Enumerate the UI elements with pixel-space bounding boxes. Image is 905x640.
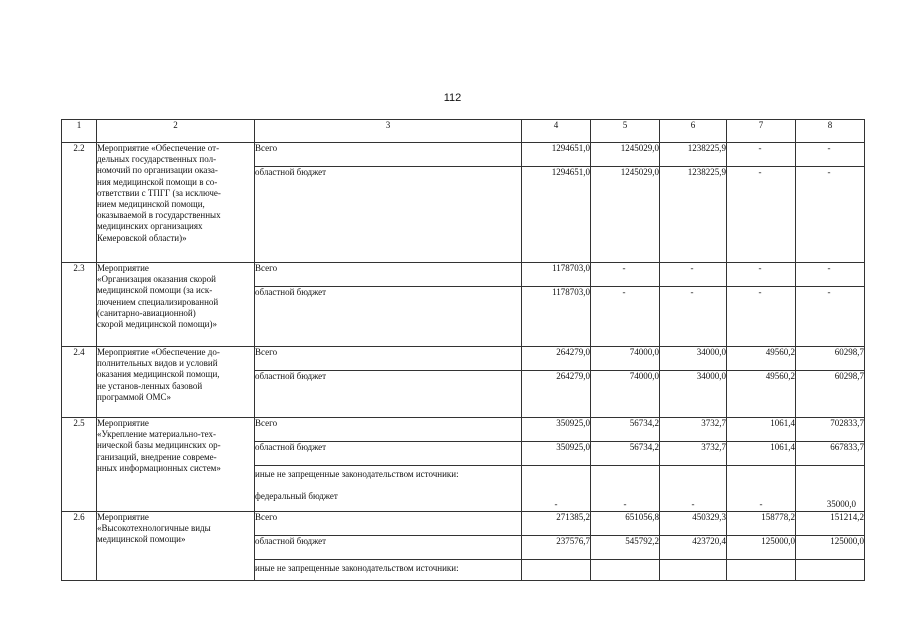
value-cell: 1178703,0: [522, 263, 591, 287]
row-number: 2.2: [62, 143, 97, 263]
row-number: 2.6: [62, 512, 97, 581]
value-cell: 1061,4: [727, 442, 796, 466]
budget-table: [61, 119, 865, 581]
value-cell: [522, 560, 591, 581]
funding-source: Всего: [255, 347, 522, 371]
value-cell: -: [660, 466, 727, 512]
value-cell: 60298,7: [796, 371, 865, 418]
value-cell: [796, 560, 865, 581]
value-cell: [660, 560, 727, 581]
funding-source: Всего: [255, 418, 522, 442]
column-header: 7: [727, 120, 796, 143]
value-cell: -: [727, 263, 796, 287]
header-row: [62, 120, 865, 143]
value-cell: -: [727, 466, 796, 512]
value-cell: 125000,0: [796, 536, 865, 560]
value-cell: 60298,7: [796, 347, 865, 371]
measure-description: Мероприятие «Обеспечение до- полнительных видов и условий оказания медицинской помощи, не установ-ленных базовой программой ОМС»: [97, 347, 255, 418]
page-number: 112: [443, 92, 462, 104]
column-header: 8: [796, 120, 865, 143]
value-cell: -: [796, 167, 865, 263]
funding-source: [255, 466, 522, 512]
funding-source: иные не запрещенные законодательством источники:: [255, 560, 522, 581]
value-cell: 158778,2: [727, 512, 796, 536]
funding-source: областной бюджет: [255, 442, 522, 466]
value-cell: 35000,0: [796, 466, 865, 512]
value-cell: -: [727, 143, 796, 167]
value-cell: 151214,2: [796, 512, 865, 536]
funding-source-label: иные не запрещенные законодательством источники:: [255, 469, 459, 479]
value-cell: -: [796, 263, 865, 287]
value-cell: 56734,2: [591, 418, 660, 442]
value-cell: -: [522, 466, 591, 512]
measure-description: Мероприятие «Обеспечение от- дельных государственных пол- номочий по организации оказа- ния медицинской помощи в со- ответствии с ТПГГ (за исключе- нием медицинской помощи, оказываемой в государственных медицинских организациях Кемеровской области)»: [97, 143, 255, 263]
table-row: [62, 263, 865, 287]
value-cell: 125000,0: [727, 536, 796, 560]
value-cell: -: [591, 287, 660, 347]
value-cell: 651056,8: [591, 512, 660, 536]
value-cell: 1238225,9: [660, 143, 727, 167]
row-number: 2.5: [62, 418, 97, 512]
value-cell: -: [796, 287, 865, 347]
value-cell: 34000,0: [660, 347, 727, 371]
value-cell: -: [660, 263, 727, 287]
funding-source: областной бюджет: [255, 287, 522, 347]
table-row: [62, 418, 865, 442]
value-cell: 545792,2: [591, 536, 660, 560]
funding-source: областной бюджет: [255, 371, 522, 418]
value-cell: 1238225,9: [660, 167, 727, 263]
funding-source-sub: федеральный бюджет: [255, 491, 338, 502]
value-cell: -: [591, 466, 660, 512]
value-cell: 423720,4: [660, 536, 727, 560]
value-cell: 264279,0: [522, 347, 591, 371]
value-cell: 49560,2: [727, 371, 796, 418]
value-cell: 350925,0: [522, 418, 591, 442]
value-cell: [591, 560, 660, 581]
column-header: 3: [255, 120, 522, 143]
column-header: 1: [62, 120, 97, 143]
table-row: [62, 347, 865, 371]
value-cell: 1178703,0: [522, 287, 591, 347]
value-cell: [727, 560, 796, 581]
value-cell: 350925,0: [522, 442, 591, 466]
value-cell: 1294651,0: [522, 167, 591, 263]
column-header: 6: [660, 120, 727, 143]
column-header: 2: [97, 120, 255, 143]
row-number: 2.4: [62, 347, 97, 418]
value-cell: 49560,2: [727, 347, 796, 371]
value-cell: 1245029,0: [591, 143, 660, 167]
measure-description: Мероприятие «Высокотехнологичные виды медицинской помощи»: [97, 512, 255, 581]
value-cell: 237576,7: [522, 536, 591, 560]
value-cell: 74000,0: [591, 347, 660, 371]
value-cell: 3732,7: [660, 442, 727, 466]
funding-source: Всего: [255, 263, 522, 287]
value-cell: 74000,0: [591, 371, 660, 418]
funding-source: Всего: [255, 143, 522, 167]
measure-description: Мероприятие «Организация оказания скорой медицинской помощи (за иск- лючением специализированной (санитарно-авиационной) скорой медицинской помощи)»: [97, 263, 255, 347]
measure-description: Мероприятие «Укрепление материально-тех- нической базы медицинских ор- ганизаций, внедрение совреме- нных информационных систем»: [97, 418, 255, 512]
value-cell: 3732,7: [660, 418, 727, 442]
value-cell: 1294651,0: [522, 143, 591, 167]
value-cell: -: [727, 287, 796, 347]
row-number: 2.3: [62, 263, 97, 347]
value-cell: 1245029,0: [591, 167, 660, 263]
value-cell: 702833,7: [796, 418, 865, 442]
value-cell: -: [796, 143, 865, 167]
table-row: [62, 512, 865, 536]
value-cell: -: [727, 167, 796, 263]
funding-source: областной бюджет: [255, 536, 522, 560]
value-cell: 34000,0: [660, 371, 727, 418]
value-cell: -: [591, 263, 660, 287]
value-cell: 271385,2: [522, 512, 591, 536]
value-cell: -: [660, 287, 727, 347]
value-cell: 1061,4: [727, 418, 796, 442]
column-header: 5: [591, 120, 660, 143]
value-cell: 264279,0: [522, 371, 591, 418]
table-row: [62, 143, 865, 167]
value-cell: 667833,7: [796, 442, 865, 466]
value-cell: 56734,2: [591, 442, 660, 466]
funding-source: Всего: [255, 512, 522, 536]
value-cell: 450329,3: [660, 512, 727, 536]
funding-source: областной бюджет: [255, 167, 522, 263]
column-header: 4: [522, 120, 591, 143]
